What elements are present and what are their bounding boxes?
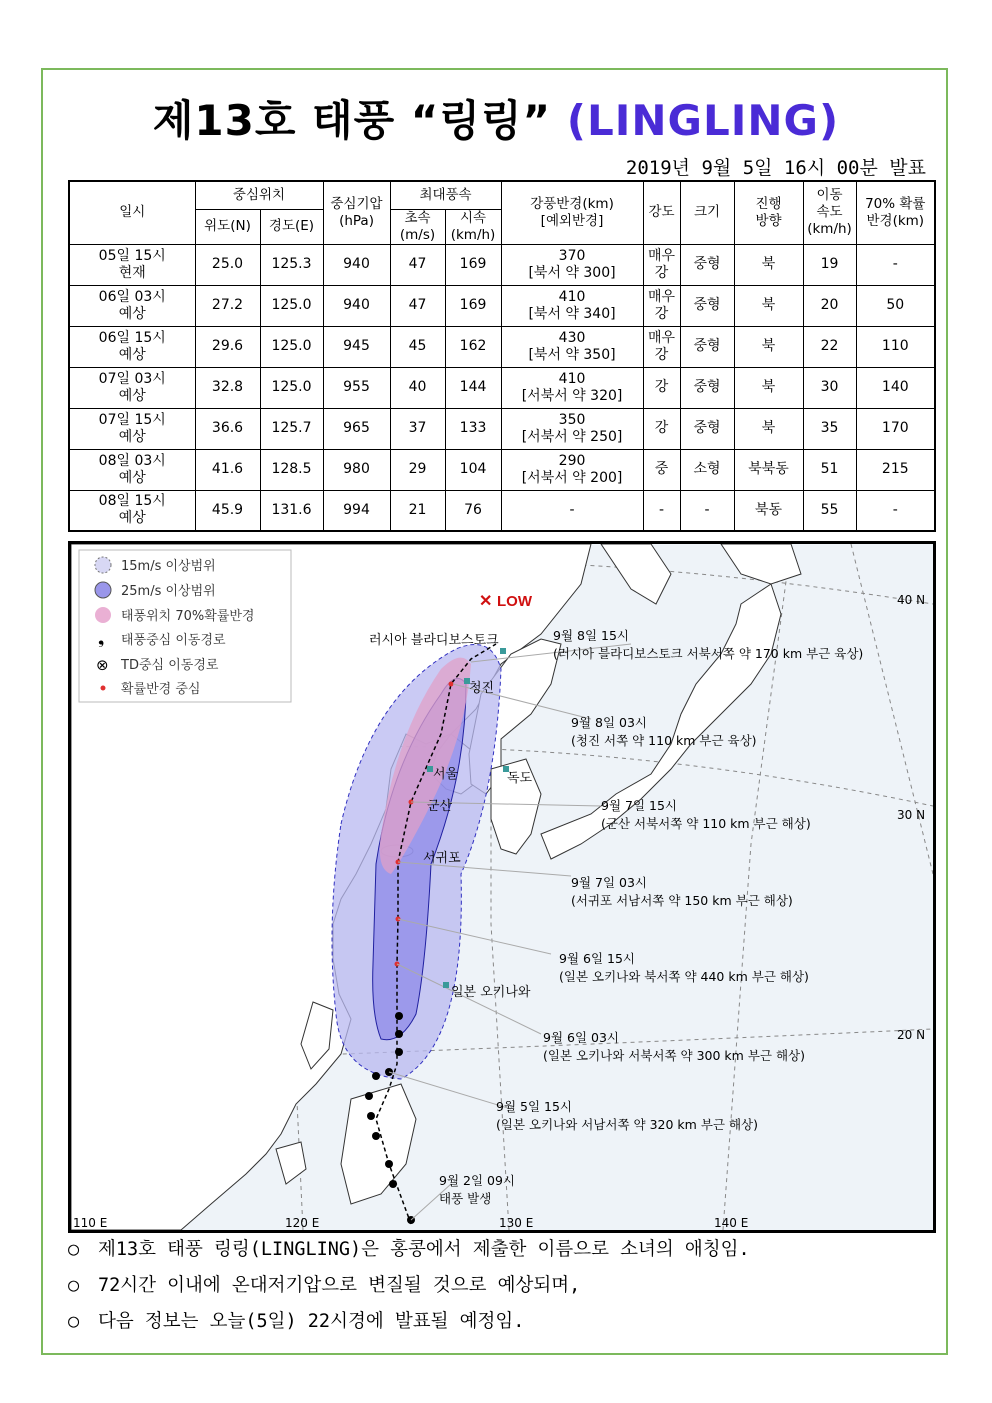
annotation-date: 9월 8일 03시 — [571, 715, 647, 730]
annotation-date: 9월 6일 15시 — [559, 951, 635, 966]
lat-cell: 32.8 — [195, 367, 260, 408]
speed-cell: 20 — [803, 285, 856, 326]
prob-cell: 50 — [856, 285, 935, 326]
note-text: 제13호 태풍 링링(LINGLING)은 홍콩에서 제출한 이름으로 소녀의 애칭임. — [98, 1239, 750, 1260]
kmh-cell: 133 — [445, 408, 501, 449]
annotation-date: 9월 7일 03시 — [571, 875, 647, 890]
lon-label: 140 E — [714, 1216, 749, 1230]
label-okinawa: 일본 오키나와 — [451, 985, 531, 1000]
annotation-desc: 태풍 발생 — [439, 1191, 492, 1206]
label-seogwipo: 서귀포 — [423, 851, 461, 866]
lat-cell: 27.2 — [195, 285, 260, 326]
forecast-table — [68, 180, 936, 532]
lon-label: 110 E — [73, 1216, 108, 1230]
label-gunsan: 군산 — [427, 799, 453, 814]
legend-25ms-icon — [95, 582, 111, 598]
label-chongjin: 청진 — [469, 681, 495, 696]
time-cell: 06일 15시 예상 — [69, 326, 195, 367]
size-cell: 소형 — [680, 449, 734, 490]
header-kmh: 시속 (km/h) — [445, 209, 501, 244]
speed-cell: 30 — [803, 367, 856, 408]
legend-prob-icon — [95, 607, 111, 623]
annotation-desc: (일본 오키나와 서남서쪽 약 320 km 부근 해상) — [496, 1117, 758, 1132]
legend-label: 태풍중심 이동경로 — [121, 633, 226, 648]
time-cell: 05일 15시 현재 — [69, 244, 195, 285]
p-cell: 945 — [323, 326, 390, 367]
lon-cell: 125.3 — [260, 244, 323, 285]
table-row — [69, 408, 935, 449]
p-cell: 940 — [323, 244, 390, 285]
lat-cell: 25.0 — [195, 244, 260, 285]
bullet-icon: ○ — [68, 1311, 80, 1332]
direction-cell: 북 — [734, 367, 803, 408]
vladivostok-marker — [500, 648, 506, 654]
lon-cell: 125.7 — [260, 408, 323, 449]
label-vladivostok: 러시아 블라디보스토크 — [369, 633, 499, 648]
header-time: 일시 — [69, 181, 195, 244]
annotation-desc: (서귀포 서남서쪽 약 150 km 부근 해상) — [571, 893, 793, 908]
kmh-cell: 169 — [445, 285, 501, 326]
header-direction: 진행 방향 — [734, 181, 803, 244]
map-legend — [79, 550, 291, 702]
legend-center-icon — [101, 686, 106, 691]
size-cell: 중형 — [680, 367, 734, 408]
lon-cell: 125.0 — [260, 285, 323, 326]
note-text: 72시간 이내에 온대저기압으로 변질될 것으로 예상되며, — [98, 1275, 581, 1296]
legend-label: 15m/s 이상범위 — [121, 559, 216, 574]
legend-label: TD중심 이동경로 — [121, 658, 219, 673]
header-prob: 70% 확률 반경(km) — [856, 181, 935, 244]
annotation-date: 9월 7일 15시 — [601, 798, 677, 813]
page-title — [0, 88, 992, 148]
title-english: (LINGLING) — [566, 96, 840, 145]
speed-cell: 51 — [803, 449, 856, 490]
lat-cell: 45.9 — [195, 490, 260, 531]
lat-cell: 29.6 — [195, 326, 260, 367]
lon-label: 130 E — [499, 1216, 534, 1230]
table-row — [69, 490, 935, 531]
lon-cell: 125.0 — [260, 326, 323, 367]
direction-cell: 북북동 — [734, 449, 803, 490]
ms-cell: 37 — [390, 408, 445, 449]
header-speed: 이동 속도 (km/h) — [803, 181, 856, 244]
note-item — [68, 1236, 948, 1272]
header-radius: 강풍반경(km) [예외반경] — [501, 181, 643, 244]
header-lon: 경도(E) — [260, 209, 323, 244]
p-cell: 965 — [323, 408, 390, 449]
notes — [68, 1236, 948, 1344]
kmh-cell: 169 — [445, 244, 501, 285]
intensity-cell: 매우 강 — [643, 326, 680, 367]
ms-cell: 29 — [390, 449, 445, 490]
table-row — [69, 244, 935, 285]
header-maxwind: 최대풍속 — [390, 181, 501, 209]
prob-cell: 170 — [856, 408, 935, 449]
bullet-icon: ○ — [68, 1239, 80, 1260]
forecast-rows — [69, 244, 935, 531]
lat-label: 40 N — [897, 593, 926, 607]
p-cell: 940 — [323, 285, 390, 326]
annotation-desc: (군산 서북서쪽 약 110 km 부근 해상) — [601, 816, 811, 831]
ms-cell: 21 — [390, 490, 445, 531]
p-cell: 980 — [323, 449, 390, 490]
radius-cell: 430 [북서 약 350] — [501, 326, 643, 367]
intensity-cell: 매우 강 — [643, 285, 680, 326]
p-cell: 994 — [323, 490, 390, 531]
time-cell: 08일 15시 예상 — [69, 490, 195, 531]
kmh-cell: 162 — [445, 326, 501, 367]
size-cell: 중형 — [680, 326, 734, 367]
intensity-cell: - — [643, 490, 680, 531]
legend-label: 25m/s 이상범위 — [121, 584, 216, 599]
table-row — [69, 449, 935, 490]
okinawa-marker — [443, 982, 449, 988]
direction-cell: 북 — [734, 285, 803, 326]
lat-cell: 41.6 — [195, 449, 260, 490]
table-row — [69, 285, 935, 326]
lat-label: 30 N — [897, 808, 926, 822]
annotation-date: 9월 8일 15시 — [553, 628, 629, 643]
legend-typhoon-icon: ❟ — [98, 629, 105, 648]
intensity-cell: 매우 강 — [643, 244, 680, 285]
ms-cell: 40 — [390, 367, 445, 408]
radius-cell: 370 [북서 약 300] — [501, 244, 643, 285]
header-center: 중심위치 — [195, 181, 323, 209]
lat-label: 20 N — [897, 1028, 926, 1042]
legend-label: 태풍위치 70%확률반경 — [121, 609, 255, 624]
header-ms: 초속 (m/s) — [390, 209, 445, 244]
intensity-cell: 강 — [643, 367, 680, 408]
lon-label: 120 E — [285, 1216, 320, 1230]
speed-cell: 35 — [803, 408, 856, 449]
note-item — [68, 1272, 948, 1308]
radius-cell: - — [501, 490, 643, 531]
label-seoul: 서울 — [433, 767, 459, 782]
direction-cell: 북 — [734, 326, 803, 367]
ms-cell: 47 — [390, 244, 445, 285]
size-cell: 중형 — [680, 285, 734, 326]
speed-cell: 19 — [803, 244, 856, 285]
speed-cell: 55 — [803, 490, 856, 531]
speed-cell: 22 — [803, 326, 856, 367]
label-dokdo: 독도 — [507, 771, 533, 786]
annotation-desc: (일본 오키나와 서북서쪽 약 300 km 부근 해상) — [543, 1048, 805, 1063]
prob-cell: 140 — [856, 367, 935, 408]
legend-label: 확률반경 중심 — [121, 682, 201, 697]
intensity-cell: 중 — [643, 449, 680, 490]
annotation-date: 9월 6일 03시 — [543, 1030, 619, 1045]
direction-cell: 북동 — [734, 490, 803, 531]
radius-cell: 290 [서북서 약 200] — [501, 449, 643, 490]
annotation-desc: (청진 서쪽 약 110 km 부근 육상) — [571, 733, 757, 748]
annotation-desc: (러시아 블라디보스토크 서북서쪽 약 170 km 부근 육상) — [553, 646, 864, 661]
table-row — [69, 326, 935, 367]
lon-cell: 128.5 — [260, 449, 323, 490]
issued-time: 2019년 9월 5일 16시 00분 발표 — [625, 157, 926, 179]
direction-cell: 북 — [734, 244, 803, 285]
annotation-desc: (일본 오키나와 북서쪽 약 440 km 부근 해상) — [559, 969, 809, 984]
prob-cell: 110 — [856, 326, 935, 367]
p-cell: 955 — [323, 367, 390, 408]
legend-15ms-icon — [95, 557, 111, 573]
prob-cell: - — [856, 244, 935, 285]
map-canvas — [71, 544, 933, 1230]
size-cell: 중형 — [680, 408, 734, 449]
title-korean: 제13호 태풍 “링링” — [152, 96, 552, 145]
ms-cell: 47 — [390, 285, 445, 326]
size-cell: 중형 — [680, 244, 734, 285]
radius-cell: 410 [북서 약 340] — [501, 285, 643, 326]
intensity-cell: 강 — [643, 408, 680, 449]
legend-td-icon: ⊗ — [96, 656, 109, 674]
low-label: LOW — [497, 593, 532, 610]
prob-cell: 215 — [856, 449, 935, 490]
low-x-icon: ✕ — [479, 593, 493, 610]
header-intensity: 강도 — [643, 181, 680, 244]
note-item — [68, 1308, 948, 1344]
radius-cell: 350 [서북서 약 250] — [501, 408, 643, 449]
radius-cell: 410 [서북서 약 320] — [501, 367, 643, 408]
time-cell: 08일 03시 예상 — [69, 449, 195, 490]
lon-cell: 125.0 — [260, 367, 323, 408]
size-cell: - — [680, 490, 734, 531]
header-size: 크기 — [680, 181, 734, 244]
header-lat: 위도(N) — [195, 209, 260, 244]
bullet-icon: ○ — [68, 1275, 80, 1296]
annotation-date: 9월 5일 15시 — [496, 1099, 572, 1114]
lon-cell: 131.6 — [260, 490, 323, 531]
typhoon-track-map — [68, 541, 936, 1233]
time-cell: 07일 15시 예상 — [69, 408, 195, 449]
annotation-date: 9월 2일 09시 — [439, 1173, 515, 1188]
direction-cell: 북 — [734, 408, 803, 449]
table-row — [69, 367, 935, 408]
kmh-cell: 144 — [445, 367, 501, 408]
ms-cell: 45 — [390, 326, 445, 367]
time-cell: 06일 03시 예상 — [69, 285, 195, 326]
time-cell: 07일 03시 예상 — [69, 367, 195, 408]
note-text: 다음 정보는 오늘(5일) 22시경에 발표될 예정임. — [98, 1311, 525, 1332]
lat-cell: 36.6 — [195, 408, 260, 449]
kmh-cell: 76 — [445, 490, 501, 531]
kmh-cell: 104 — [445, 449, 501, 490]
header-pressure: 중심기압 (hPa) — [323, 181, 390, 244]
prob-cell: - — [856, 490, 935, 531]
